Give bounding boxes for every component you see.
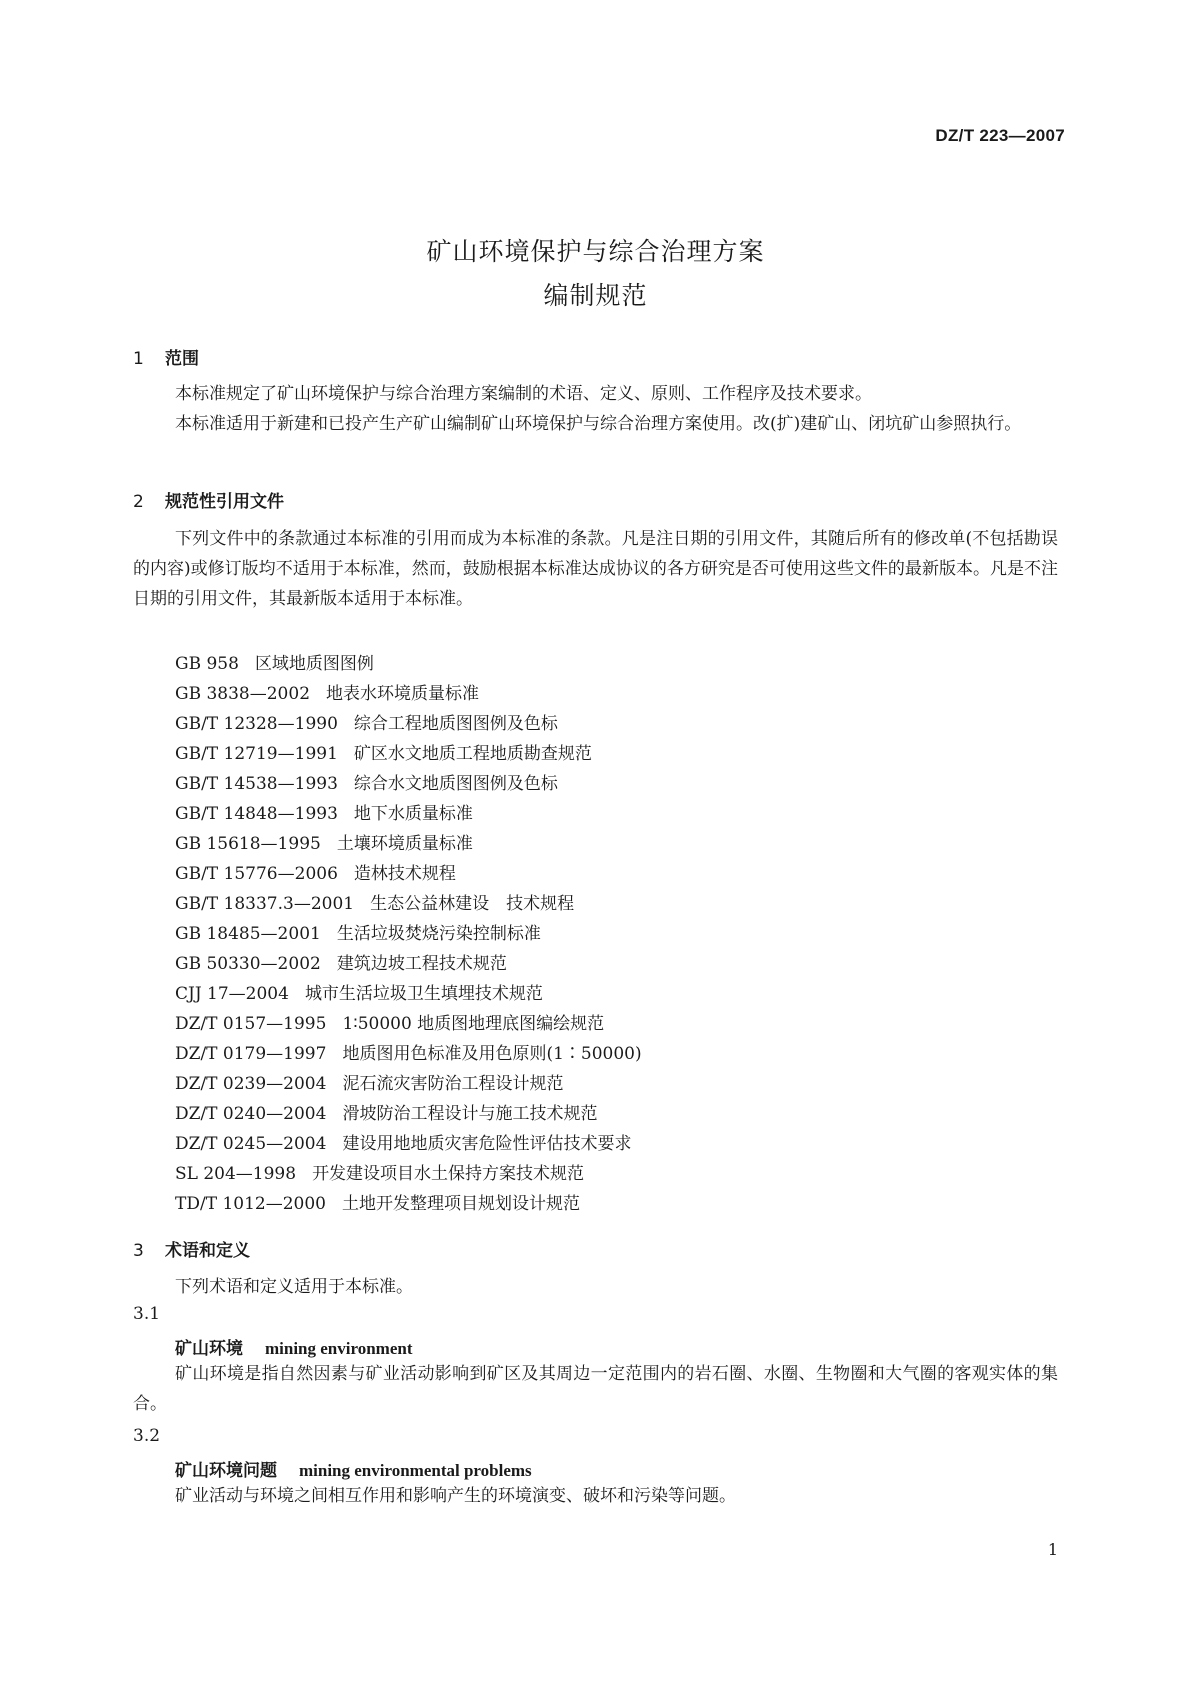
reference-title: 城市生活垃圾卫生填埋技术规范 (304, 984, 543, 1004)
term-zh: 矿山环境问题 (175, 1461, 277, 1481)
section-title: 规范性引用文件 (165, 492, 284, 512)
reference-item (175, 919, 642, 949)
reference-code: GB 15618—1995 (175, 834, 321, 854)
reference-title: 地表水环境质量标准 (326, 684, 480, 704)
reference-title: 地质图用色标准及用色原则(1∶50000) (342, 1044, 642, 1064)
reference-code: GB/T 12719—1991 (175, 744, 338, 764)
reference-item (175, 1159, 642, 1189)
paragraph: 本标准适用于新建和已投产生产矿山编制矿山环境保护与综合治理方案使用。改(扩)建矿山、闭坑矿山参照执行。 (175, 414, 1022, 434)
reference-code: DZ/T 0239—2004 (175, 1074, 327, 1094)
reference-item (175, 1039, 642, 1069)
reference-code: DZ/T 0179—1997 (175, 1044, 327, 1064)
clause-number: 3.1 (133, 1304, 161, 1324)
reference-title: 土壤环境质量标准 (336, 834, 473, 854)
reference-title: 1∶50000 地质图地理底图编绘规范 (342, 1014, 605, 1034)
reference-code: DZ/T 0245—2004 (175, 1134, 327, 1154)
reference-item (175, 829, 642, 859)
reference-item (175, 949, 642, 979)
reference-item (175, 739, 642, 769)
reference-code: DZ/T 0240—2004 (175, 1104, 327, 1124)
section-title: 范围 (165, 349, 199, 369)
reference-title: 土地开发整理项目规划设计规范 (341, 1194, 580, 1214)
term-en: mining environment (265, 1339, 413, 1358)
clause-number: 3.2 (133, 1426, 161, 1446)
reference-code: GB 50330—2002 (175, 954, 321, 974)
standard-code: DZ/T 223—2007 (935, 126, 1065, 145)
reference-list (175, 649, 642, 1219)
term-en: mining environmental problems (299, 1461, 532, 1480)
reference-code: GB/T 14848—1993 (175, 804, 338, 824)
document-subtitle: 编制规范 (543, 281, 648, 310)
section-heading-scope (133, 344, 199, 369)
reference-code: TD/T 1012—2000 (175, 1194, 326, 1214)
term-zh: 矿山环境 (175, 1339, 243, 1359)
reference-code: CJJ 17—2004 (175, 984, 289, 1004)
section-number: 1 (133, 349, 144, 369)
reference-title: 综合水文地质图图例及色标 (353, 774, 558, 794)
reference-title: 综合工程地质图图例及色标 (353, 714, 558, 734)
reference-code: SL 204—1998 (175, 1164, 297, 1184)
paragraph: 本标准规定了矿山环境保护与综合治理方案编制的术语、定义、原则、工作程序及技术要求。 (175, 384, 872, 404)
reference-item (175, 769, 642, 799)
reference-title: 矿区水文地质工程地质勘查规范 (353, 744, 592, 764)
reference-item (175, 649, 642, 679)
section-number: 2 (133, 492, 144, 512)
reference-title: 地下水质量标准 (353, 804, 473, 824)
reference-item (175, 1009, 642, 1039)
reference-title: 滑坡防治工程设计与施工技术规范 (342, 1104, 598, 1124)
term-definition: 矿业活动与环境之间相互作用和影响产生的环境演变、破坏和污染等问题。 (175, 1486, 736, 1506)
reference-item (175, 979, 642, 1009)
reference-code: GB 3838—2002 (175, 684, 311, 704)
reference-code: GB 18485—2001 (175, 924, 321, 944)
term-definition: 矿山环境是指自然因素与矿业活动影响到矿区及其周边一定范围内的岩石圈、水圈、生物圈和大气圈的客观实体的集合。 (133, 1364, 1058, 1414)
reference-code: GB/T 14538—1993 (175, 774, 338, 794)
reference-code: GB 958 (175, 654, 239, 674)
reference-title: 造林技术规程 (353, 864, 456, 884)
section-heading-terms (133, 1236, 250, 1261)
reference-code: GB/T 18337.3—2001 (175, 894, 355, 914)
section-title: 术语和定义 (165, 1241, 250, 1261)
reference-item (175, 1129, 642, 1159)
reference-title: 泥石流灾害防治工程设计规范 (342, 1074, 564, 1094)
page-number: 1 (1047, 1540, 1058, 1559)
reference-item (175, 889, 642, 919)
section-heading-normative-references (133, 487, 284, 512)
reference-title: 生态公益林建设 技术规程 (370, 894, 575, 914)
reference-title: 建筑边坡工程技术规范 (336, 954, 507, 974)
term-heading (175, 1456, 532, 1481)
reference-title: 生活垃圾焚烧污染控制标准 (336, 924, 541, 944)
reference-item (175, 709, 642, 739)
reference-code: GB/T 15776—2006 (175, 864, 338, 884)
reference-item (175, 1189, 642, 1219)
reference-code: DZ/T 0157—1995 (175, 1014, 327, 1034)
reference-item (175, 1099, 642, 1129)
reference-title: 开发建设项目水土保持方案技术规范 (312, 1164, 585, 1184)
section-number: 3 (133, 1241, 144, 1261)
reference-code: GB/T 12328—1990 (175, 714, 338, 734)
document-title: 矿山环境保护与综合治理方案 (426, 237, 765, 266)
reference-title: 建设用地地质灾害危险性评估技术要求 (342, 1134, 632, 1154)
term-heading (175, 1334, 413, 1359)
reference-item (175, 799, 642, 829)
reference-item (175, 859, 642, 889)
reference-item (175, 1069, 642, 1099)
reference-item (175, 679, 642, 709)
reference-title: 区域地质图图例 (254, 654, 374, 674)
paragraph: 下列术语和定义适用于本标准。 (175, 1277, 413, 1297)
paragraph: 下列文件中的条款通过本标准的引用而成为本标准的条款。凡是注日期的引用文件，其随后所有的修改单(不包括勘误的内容)或修订版均不适用于本标准，然而，鼓励根据本标准达成协议的各方研究是否可使用这些文件的最新版本。凡是不注日期的引用文件，其最新版本适用于本标准。 (133, 529, 1058, 609)
